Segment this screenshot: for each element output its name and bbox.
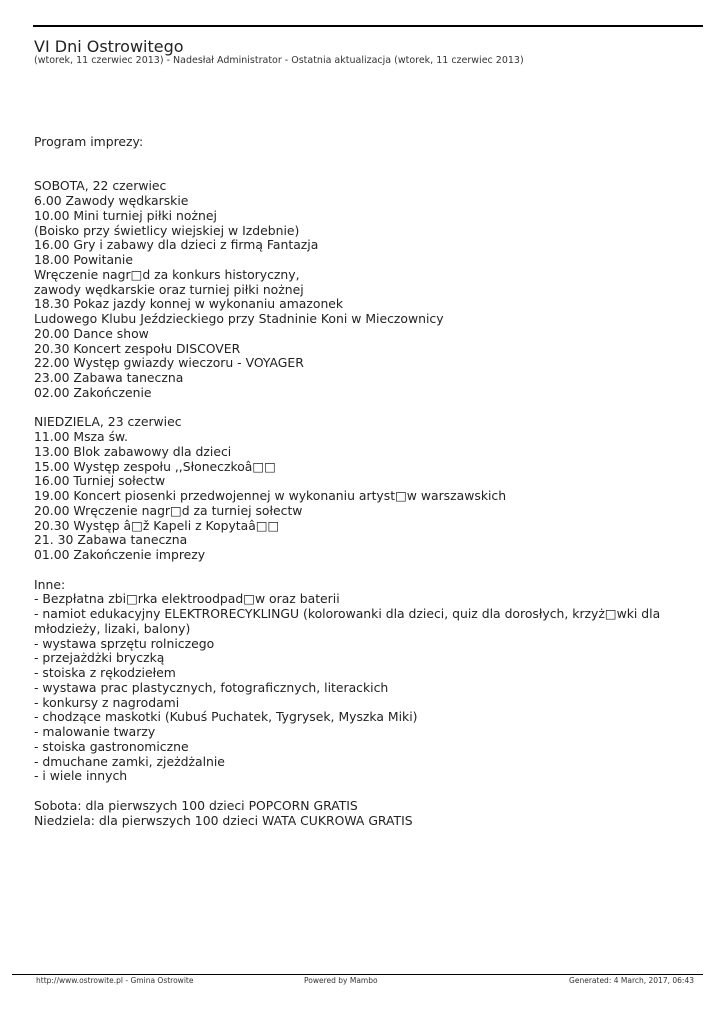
blank-line [34,401,696,416]
text-line: - stoiska gastronomiczne [34,738,189,754]
footer-rule [12,974,703,975]
footer-generated-date: Generated: 4 March, 2017, 06:43 [569,976,694,985]
text-line: 18.00 Powitanie [34,252,133,267]
text-line: 23.00 Zabawa taneczna [34,370,184,385]
text-line: Niedziela: dla pierwszych 100 dzieci WATA CUKROWA GRATIS [34,812,413,828]
text-line: 02.00 Zakończenie [34,384,152,400]
text-line: - namiot edukacyjny ELEKTRORECYKLINGU (kolorowanki dla dzieci, quiz dla dorosłych, krzyż□wki dla [34,606,661,621]
text-line: 15.00 Występ zespołu ,,Słoneczkoâ□□ [34,458,276,474]
article-body [34,135,696,828]
text-line: - konkursy z nagrodami [34,694,180,710]
text-line: 10.00 Mini turniej piłki nożnej [34,207,217,223]
text-line: 20.30 Koncert zespołu DISCOVER [34,340,241,356]
text-line: - stoiska z rękodziełem [34,665,176,680]
text-line: 18.30 Pokaz jazdy konnej w wykonaniu amazonek [34,296,344,312]
text-line: - malowanie twarzy [34,724,156,739]
text-line: 11.00 Msza św. [34,429,128,444]
blank-line [34,150,696,165]
text-line: 20.00 Wręczenie nagr□d za turniej sołectw [34,502,303,518]
text-line: 19.00 Koncert piosenki przedwojennej w wykonaniu artyst□w warszawskich [34,488,507,503]
footer-site-link[interactable]: http://www.ostrowite.pl - Gmina Ostrowite [36,976,194,985]
article-meta: (wtorek, 11 czerwiec 2013) - Nadesłał Administrator - Ostatnia aktualizacja (wtorek, 11 czerwiec 2013) [34,55,524,66]
text-line: - Bezpłatna zbi□rka elektroodpad□w oraz baterii [34,591,340,607]
text-line: - i wiele innych [34,768,128,784]
text-line: 13.00 Blok zabawowy dla dzieci [34,443,232,459]
text-line: - wystawa sprzętu rolniczego [34,635,215,651]
text-line: - dmuchane zamki, zjeżdżalnie [34,753,225,769]
blank-line [34,563,696,578]
text-line: 16.00 Gry i zabawy dla dzieci z firmą Fantazja [34,237,319,253]
text-line: 22.00 Występ gwiazdy wieczoru - VOYAGER [34,355,304,371]
text-line: 20.00 Dance show [34,325,149,341]
text-line: 20.30 Występ â□ž Kapeli z Kopytaâ□□ [34,517,280,533]
text-line: 21. 30 Zabawa taneczna [34,532,188,548]
text-line: Wręczenie nagr□d za konkurs historyczny, [34,266,300,282]
text-line: 16.00 Turniej sołectw [34,473,166,489]
text-line: młodzieży, lizaki, balony) [34,620,191,636]
text-line: NIEDZIELA, 23 czerwiec [34,414,182,430]
blank-line [34,784,696,799]
text-line: zawody wędkarskie oraz turniej piłki nożnej [34,281,304,297]
text-line: Ludowego Klubu Jeździeckiego przy Stadninie Koni w Mieczownicy [34,311,444,326]
text-line: - przejażdżki bryczką [34,650,165,666]
text-line: 01.00 Zakończenie imprezy [34,547,206,562]
footer-powered-by: Powered by Mambo [304,976,378,985]
text-line: 6.00 Zawody wędkarskie [34,193,189,208]
text-line: - chodzące maskotki (Kubuś Puchatek, Tygrysek, Myszka Miki) [34,709,418,725]
text-line: - wystawa prac plastycznych, fotograficznych, literackich [34,679,389,695]
text-line: SOBOTA, 22 czerwiec [34,178,167,194]
page-title: VI Dni Ostrowitego [34,37,184,56]
text-line: Inne: [34,576,66,592]
text-line: Program imprezy: [34,134,144,149]
blank-line [34,165,696,180]
text-line: (Boisko przy świetlicy wiejskiej w Izdebnie) [34,222,300,238]
header-rule [33,25,703,27]
text-line: Sobota: dla pierwszych 100 dzieci POPCORN GRATIS [34,797,358,813]
